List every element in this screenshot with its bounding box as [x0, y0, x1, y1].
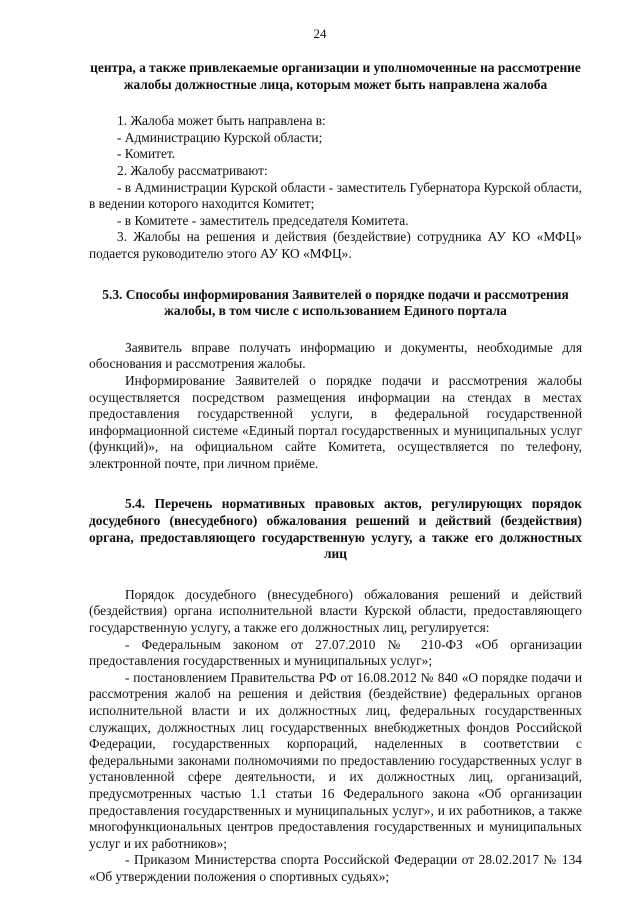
section-5-3-body [89, 340, 582, 473]
paragraph: - Федеральным законом от 27.07.2010 № 210-ФЗ «Об организации предоставления государственных и муниципальных услуг»; [89, 636, 582, 669]
paragraph: - Приказом Министерства спорта Российской Федерации от 28.02.2017 № 134 «Об утверждении положения о спортивных судьях»; [89, 852, 582, 884]
paragraph: Заявитель вправе получать информацию и документы, необходимые для обоснования и рассмотрения жалобы. [89, 339, 582, 372]
paragraph: 1. Жалоба может быть направлена в: [117, 113, 326, 129]
paragraph: - Комитет. [117, 146, 176, 162]
paragraph: Информирование Заявителей о порядке подачи и рассмотрения жалобы осуществляется посредством размещения информации на стендах в местах предоставления государственной услуги, в федеральной государственной информационной системе «Единый портал государственных и муниципальных услуг (функций)», на официальном сайте Комитета, осуществляется по телефону, электронной почте, при личном приёме. [89, 372, 582, 471]
paragraph: 2. Жалобу рассматривают: [117, 162, 268, 178]
section-heading-5-3: 5.3. Способы информирования Заявителей о порядке подачи и рассмотрения жалобы, в том числе с использованием Единого портала [102, 286, 569, 319]
paragraph: - Администрацию Курской области; [117, 129, 323, 145]
paragraph: Порядок досудебного (внесудебного) обжалования решений и действий (бездействия) органа исполнительной власти Курской области, предоставляющего государственную услугу, а также его должностных лиц, регулируется: [89, 586, 582, 636]
paragraph: - в Комитете - заместитель председателя Комитета. [117, 212, 409, 228]
paragraph: - в Администрации Курской области - заместитель Губернатора Курской области, в ведении которого находится Комитет; [89, 179, 583, 212]
page-number: 24 [313, 26, 327, 41]
heading-continuation: центра, а также привлекаемые организации и уполномоченные на рассмотрение жалобы должностные лица, которым может быть направлена жалоба [90, 60, 581, 92]
section-5-4-body [89, 587, 582, 886]
paragraph: 3. Жалобы на решения и действия (бездействие) сотрудника АУ КО «МФЦ» подается руководителю этого АУ КО «МФЦ». [89, 229, 582, 261]
section-heading-5-4: 5.4. Перечень нормативных правовых актов, регулирующих порядок досудебного (внесудебного) обжалования решений и действий (бездействия) органа, предоставляющего государственную услугу, а также его должностных лиц [89, 496, 582, 562]
paragraph: - постановлением Правительства РФ от 16.08.2012 № 840 «О порядке подачи и рассмотрения жалоб на решения и действия (бездействие) федеральных органов исполнительной власти и их должностных лиц, федеральных государственных служащих, должностных лиц государственных внебюджетных фондов Российской Федерации, государственных корпораций, наделенных в соответствии с федеральными законами полномочиями по предоставлению государственных услуг в установленной сфере деятельности, и их должностных лиц, организаций, предусмотренных частью 1.1 статьи 16 Федерального закона «Об организации предоставления государственных и муниципальных услуг», и их работников, а также многофункциональных центров предоставления государственных и муниципальных услуг и их работников»; [89, 669, 582, 851]
page-content [89, 60, 582, 886]
section-complaint-recipients [89, 113, 582, 262]
